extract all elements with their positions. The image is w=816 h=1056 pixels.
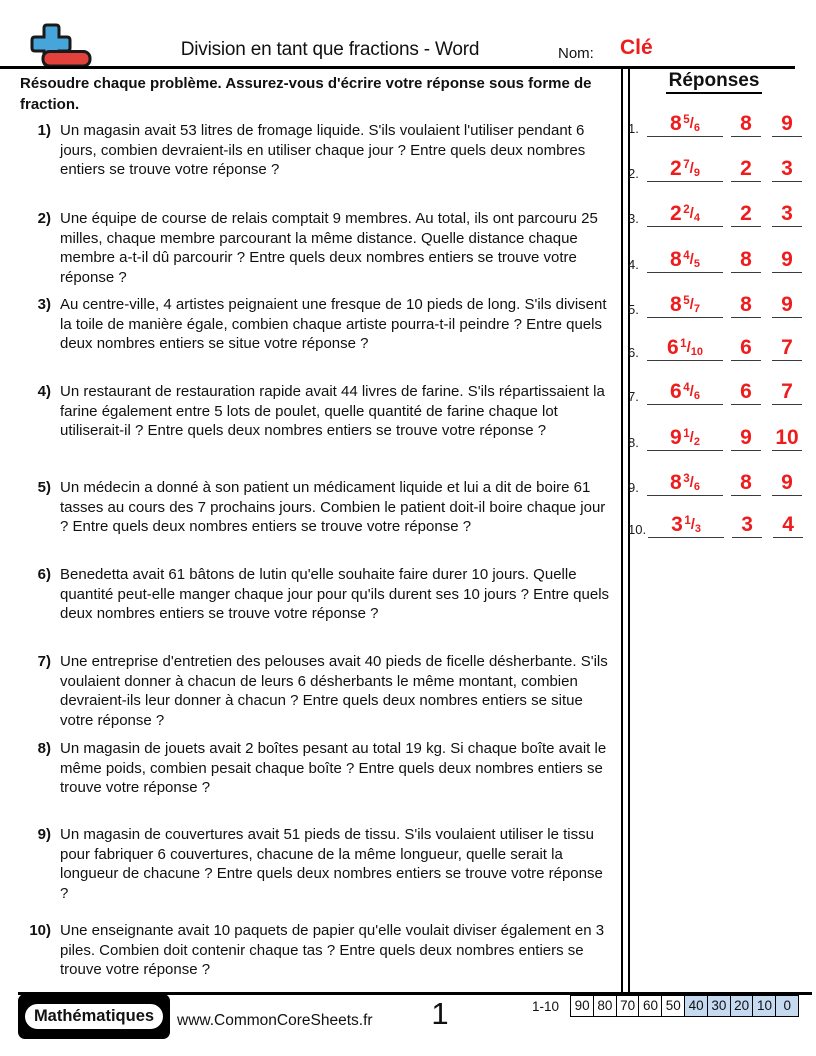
problem-6: [24, 565, 614, 624]
answer-label: 6.: [628, 345, 639, 360]
problem-9: [24, 825, 614, 903]
problem-2: [24, 209, 614, 287]
answer-fraction: 6 $^1$/10: [666, 336, 703, 359]
answer-low: 8: [740, 471, 752, 494]
answer-low: 8: [740, 112, 752, 135]
problem-number: 7): [37, 653, 51, 670]
answer-low: 6: [740, 380, 752, 403]
score-cell-10: 10: [752, 995, 776, 1017]
answer-low-blank: [731, 460, 761, 496]
answer-row-7: [628, 369, 802, 405]
page-title: Division en tant que fractions - Word: [180, 39, 480, 60]
problem-text: Une entreprise d'entretien des pelouses avait 40 pieds de ficelle désherbante. S'ils voulaient donner à chacun de leurs 6 désherbants le même montant, combien devraient-ils leur donner à chacun ? Entre quels deux nombres entiers se situe votre réponse ?: [60, 653, 608, 729]
answer-high-blank: [772, 282, 802, 318]
score-cell-60: 60: [638, 995, 662, 1017]
problem-number: 2): [37, 210, 51, 227]
problem-7: [24, 652, 614, 730]
answer-low-blank: [731, 282, 761, 318]
problem-text: Un magasin de jouets avait 2 boîtes pesant au total 19 kg. Si chaque boîte avait le même poids, combien pesait chaque boîte ? Entre quels deux nombres entiers se trouve votre réponse ?: [60, 740, 607, 797]
answer-fraction-blank: [647, 237, 723, 273]
answer-fraction: 3 $^1$/3: [671, 513, 702, 536]
answers-heading: [632, 70, 796, 92]
answer-high-blank: [773, 502, 803, 538]
answer-fraction-blank: [647, 369, 723, 405]
score-cell-30: 30: [707, 995, 731, 1017]
answer-low: 8: [740, 293, 752, 316]
answer-low: 2: [740, 202, 752, 225]
answer-row-9: [628, 460, 802, 496]
answer-fraction: 9 $^1$/2: [670, 426, 700, 449]
answer-high-blank: [772, 237, 802, 273]
answer-low-blank: [731, 191, 761, 227]
answer-fraction-blank: [647, 460, 723, 496]
plus-minus-logo-icon: [14, 13, 104, 74]
answer-label: 5.: [628, 302, 639, 317]
answer-high-blank: [772, 101, 802, 137]
answer-row-4: [628, 237, 802, 273]
answer-label: 3.: [628, 211, 639, 226]
problem-text: Benedetta avait 61 bâtons de lutin qu'elle souhaite faire durer 10 jours. Quelle quantité peut-elle manger chaque jour pour qu'ils durent ses 10 jours ? Entre quels deux nombres entiers se trouve votre réponse ?: [60, 566, 610, 623]
answer-high: 4: [782, 513, 794, 536]
answer-high-blank: [772, 369, 802, 405]
answer-row-10: [628, 502, 803, 538]
answer-label: 9.: [628, 480, 639, 495]
answer-high-blank: [772, 146, 802, 182]
score-cell-90: 90: [570, 995, 594, 1017]
answer-low: 8: [740, 248, 752, 271]
name-label: Nom:: [558, 45, 594, 62]
problem-number: 1): [37, 122, 51, 139]
answer-low-blank: [731, 237, 761, 273]
answer-label: 1.: [628, 121, 639, 136]
answer-fraction: 2 $^2$/4: [670, 202, 700, 225]
problem-text: Un restaurant de restauration rapide avait 44 livres de farine. S'ils répartissaient la farine également entre 5 lots de poulet, quelle quantité de farine chaque lot utiliserait-il ? Entre quels deux nombres entiers se trouve votre réponse ?: [60, 383, 605, 440]
score-range-label: 1-10: [532, 999, 560, 1014]
answers-heading-text: Réponses: [666, 70, 763, 94]
problem-4: [24, 382, 614, 441]
problem-text: Un médecin a donné à son patient un médicament liquide et lui a dit de boire 61 tasses au cours des 7 prochains jours. Combien le patient doit-il boire chaque jour ? Entre quels deux nombres entiers se trouve votre réponse ?: [60, 479, 606, 536]
answer-high: 9: [781, 112, 793, 135]
answer-label: 10.: [628, 522, 647, 537]
answer-label: 8.: [628, 435, 639, 450]
problem-number: 6): [37, 566, 51, 583]
answer-fraction-blank: [648, 502, 724, 538]
answer-high: 9: [781, 471, 793, 494]
problem-number: 9): [37, 826, 51, 843]
answer-low: 2: [740, 157, 752, 180]
score-cell-50: 50: [661, 995, 685, 1017]
answer-high: 9: [781, 293, 793, 316]
answer-low-blank: [731, 415, 761, 451]
answer-low: 3: [741, 513, 753, 536]
score-cell-70: 70: [616, 995, 640, 1017]
problem-text: Une enseignante avait 10 paquets de papier qu'elle voulait diviser également en 3 piles. Combien doit contenir chaque tas ? Entre quels deux nombres entiers se trouve votre réponse ?: [60, 922, 605, 979]
answer-fraction: 2 $^7$/9: [670, 157, 700, 180]
page-number: 1: [431, 996, 449, 1031]
score-cell-40: 40: [684, 995, 708, 1017]
answer-low-blank: [731, 101, 761, 137]
answer-low-blank: [732, 502, 762, 538]
answer-low-blank: [731, 325, 761, 361]
answer-high-blank: [772, 415, 802, 451]
problem-5: [24, 478, 614, 537]
problem-number: 4): [37, 383, 51, 400]
answer-low-blank: [731, 146, 761, 182]
problem-number: 5): [37, 479, 51, 496]
score-cell-80: 80: [593, 995, 617, 1017]
answer-fraction: 8 $^4$/5: [670, 248, 700, 271]
answer-row-1: [628, 101, 802, 137]
problem-text: Un magasin avait 53 litres de fromage liquide. S'ils voulaient l'utiliser pendant 6 jours, combien devraient-ils en utiliser chaque jour ? Entre quels deux nombres entiers se trouve votre réponse ?: [60, 122, 586, 179]
website-link: www.CommonCoreSheets.fr: [177, 1012, 373, 1029]
answer-fraction-blank: [647, 146, 723, 182]
problem-text: Au centre-ville, 4 artistes peignaient une fresque de 10 pieds de long. S'ils divisent la toile de manière égale, combien chaque artiste pourra-t-il peindre ? Entre quels deux nombres entiers se situe votre réponse ?: [60, 296, 607, 353]
problem-number: 8): [37, 740, 51, 757]
answer-high: 7: [781, 336, 793, 359]
score-cell-20: 20: [730, 995, 754, 1017]
answer-high-blank: [772, 325, 802, 361]
name-value: Clé: [620, 36, 653, 59]
answer-row-3: [628, 191, 802, 227]
problem-10: [24, 921, 614, 980]
problem-3: [24, 295, 614, 354]
problem-number: 3): [37, 296, 51, 313]
answer-low-blank: [731, 369, 761, 405]
answer-row-8: [628, 415, 802, 451]
answer-fraction: 8 $^3$/6: [670, 471, 700, 494]
answer-low: 6: [740, 336, 752, 359]
answer-low: 9: [740, 426, 752, 449]
score-table: [570, 995, 799, 1017]
subject-badge-label: Mathématiques: [23, 1002, 165, 1031]
answer-label: 7.: [628, 389, 639, 404]
answer-high-blank: [772, 460, 802, 496]
answer-label: 4.: [628, 257, 639, 272]
answer-high: 9: [781, 248, 793, 271]
instructions-text: Résoudre chaque problème. Assurez-vous d'écrire votre réponse sous forme de fraction.: [20, 75, 592, 113]
answer-row-6: [628, 325, 802, 361]
header-rule: [0, 66, 795, 69]
answer-high-blank: [772, 191, 802, 227]
answer-fraction-blank: [647, 101, 723, 137]
problem-8: [24, 739, 614, 798]
answer-fraction: 8 $^5$/6: [670, 112, 700, 135]
problem-text: Une équipe de course de relais comptait 9 membres. Au total, ils ont parcouru 25 milles, chaque membre parcourant la même distance. Quelle distance chaque membre a-t-il dû parcourir ? Entre quels deux nombres entiers se trouve votre réponse ?: [60, 210, 598, 286]
answer-high: 10: [775, 426, 799, 449]
answer-fraction: 6 $^4$/6: [670, 380, 700, 403]
answer-row-2: [628, 146, 802, 182]
problem-1: [24, 121, 614, 180]
answer-fraction-blank: [647, 191, 723, 227]
problem-number: 10): [29, 922, 51, 939]
answer-fraction-blank: [647, 282, 723, 318]
subject-badge: [18, 994, 170, 1039]
answer-high: 3: [781, 157, 793, 180]
answer-high: 7: [781, 380, 793, 403]
answer-fraction: 8 $^5$/7: [670, 293, 700, 316]
answer-fraction-blank: [647, 415, 723, 451]
answer-high: 3: [781, 202, 793, 225]
score-cell-0: 0: [775, 995, 799, 1017]
answer-label: 2.: [628, 166, 639, 181]
answer-fraction-blank: [647, 325, 723, 361]
problem-text: Un magasin de couvertures avait 51 pieds de tissu. S'ils voulaient utiliser le tissu pour fabriquer 6 couvertures, chacune de la même longueur, quelle serait la longueur de chacune ? Entre quels deux nombres entiers se trouve votre réponse ?: [60, 826, 603, 902]
answer-row-5: [628, 282, 802, 318]
